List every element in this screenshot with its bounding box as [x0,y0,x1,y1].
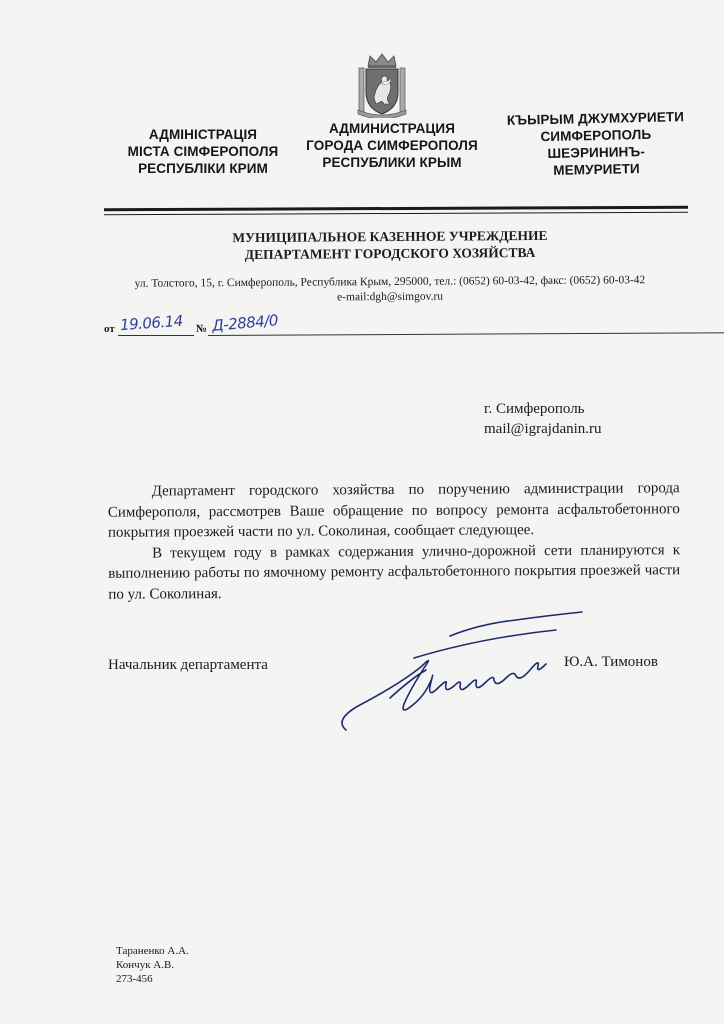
header-ua-line-2: МІСТА СІМФЕРОПОЛЯ [127,144,279,159]
signatory-title: Начальник департамента [108,657,268,673]
header-crh-line-4: МЕМУРИЕТИ [553,161,640,178]
header-ukrainian [108,126,298,177]
executor-1: Тараненко А.А. [116,945,189,957]
recipient-block [484,399,602,439]
executor-2: Кончук А.В. [116,959,175,971]
recipient-email: mail@igrajdanin.ru [484,421,602,437]
header-ru-line-1: АДМИНИСТРАЦИЯ [328,121,456,136]
institution-title [140,226,640,263]
institution-line-1: МУНИЦИПАЛЬНОЕ КАЗЕННОЕ УЧРЕЖДЕНИЕ [232,227,548,246]
header-ua-line-1: АДМІНІСТРАЦІЯ [148,127,258,142]
executor-phone: 273-456 [116,973,153,985]
header-divider-thick [104,206,688,212]
outgoing-registration [104,311,684,340]
date-label: от [104,323,115,335]
header-russian [292,120,492,171]
header-ua-line-3: РЕСПУБЛІКИ КРИМ [138,161,268,176]
header-ru-line-3: РЕСПУБЛИКИ КРЫМ [322,155,462,170]
handwritten-date: 19.06.14 [119,311,184,335]
executors-block [116,944,189,986]
number-label: № [196,323,208,335]
header-crh-line-2: СИМФЕРОПОЛЬ [540,126,652,145]
letter-body [108,478,681,604]
header-divider-thin [104,212,688,216]
header-crh-line-3: ШЕЭРИНИНЪ- [547,143,645,162]
institution-email: e-mail:dgh@simgov.ru [337,290,444,304]
body-paragraph-2: В текущем году в рамках содержания улично-дорожной сети планируются к выполнению работы по ямочному ремонту асфальтобетонного покрытия проезжей части по ул. Соколиная. [108,541,681,603]
number-underline [208,332,724,336]
institution-line-2: ДЕПАРТАМЕНТ ГОРОДСКОГО ХОЗЯЙСТВА [244,244,536,263]
date-underline [118,335,194,336]
handwritten-signature-icon [330,608,590,738]
signatory-name: Ю.А. Тимонов [564,654,658,670]
institution-address: ул. Толстого, 15, г. Симферополь, Республика Крым, 295000, тел.: (0652) 60-03-42, факс: (0652) 60-03-42 [134,274,646,290]
header-ru-line-2: ГОРОДА СИМФЕРОПОЛЯ [306,138,478,153]
crimea-coat-of-arms-icon [356,52,408,118]
header-crh-line-1: КЪЫРЫМ ДЖУМХУРИЕТИ [506,109,685,128]
body-paragraph-1: Департамент городского хозяйства по поручению администрации города Симферополя, рассмотрев Ваше обращение по вопросу ремонта асфальтобетонного покрытия проезжей части по ул. Соколиная, сообщает следующее. [107,480,680,541]
recipient-city: г. Симферополь [484,401,585,417]
header-crimean-tatar [495,108,696,180]
institution-contacts [100,273,680,307]
handwritten-number: Д-2884/0 [211,311,279,335]
